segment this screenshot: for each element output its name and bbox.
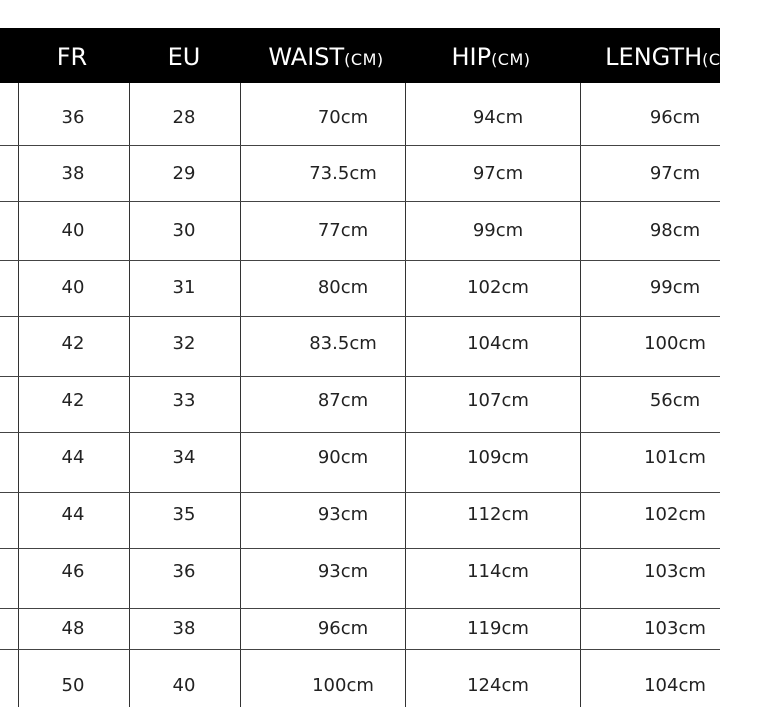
table-cell: 29 xyxy=(172,162,196,184)
table-cell: 44 xyxy=(61,446,85,468)
table-row xyxy=(0,660,720,710)
table-cell: 36 xyxy=(172,560,196,582)
table-cell: 33 xyxy=(172,389,196,411)
table-cell: 46 xyxy=(61,560,85,582)
table-cell: 102cm xyxy=(644,503,706,525)
table-cell: 32 xyxy=(172,332,196,354)
table-cell: 83.5cm xyxy=(309,332,377,354)
table-row xyxy=(0,546,720,596)
table-cell: 119cm xyxy=(467,617,529,639)
table-cell: 104cm xyxy=(644,674,706,696)
table-cell: 38 xyxy=(61,162,85,184)
table-cell: 28 xyxy=(172,106,196,128)
table-cell: 114cm xyxy=(467,560,529,582)
table-row xyxy=(0,489,720,539)
column-header-label: FR xyxy=(56,43,88,71)
table-cell: 112cm xyxy=(467,503,529,525)
column-header-label: WAIST xyxy=(268,43,345,71)
table-cell: 98cm xyxy=(649,219,701,241)
table-cell: 96cm xyxy=(317,617,369,639)
row-divider xyxy=(0,145,720,146)
table-row xyxy=(0,603,720,653)
table-cell: 96cm xyxy=(649,106,701,128)
table-cell: 99cm xyxy=(649,276,701,298)
column-header-label: EU xyxy=(167,43,201,71)
table-cell: 50 xyxy=(61,674,85,696)
table-cell: 42 xyxy=(61,389,85,411)
table-cell: 90cm xyxy=(317,446,369,468)
table-row xyxy=(0,318,720,368)
column-header-unit: (CM xyxy=(702,50,735,69)
table-cell: 97cm xyxy=(649,162,701,184)
table-cell: 35 xyxy=(172,503,196,525)
table-cell: 31 xyxy=(172,276,196,298)
table-cell: 102cm xyxy=(467,276,529,298)
row-divider xyxy=(0,316,720,317)
column-header-label: LENGTH xyxy=(605,43,703,71)
table-row xyxy=(0,205,720,255)
table-row xyxy=(0,148,720,198)
table-cell: 94cm xyxy=(472,106,524,128)
table-cell: 109cm xyxy=(467,446,529,468)
table-cell: 40 xyxy=(172,674,196,696)
table-cell: 93cm xyxy=(317,503,369,525)
table-cell: 101cm xyxy=(644,446,706,468)
table-cell: 44 xyxy=(61,503,85,525)
table-cell: 103cm xyxy=(644,560,706,582)
table-cell: 80cm xyxy=(317,276,369,298)
table-cell: 38 xyxy=(172,617,196,639)
table-cell: 36 xyxy=(61,106,85,128)
table-cell: 73.5cm xyxy=(309,162,377,184)
table-cell: 100cm xyxy=(312,674,374,696)
column-header-hip xyxy=(391,28,591,83)
table-cell: 40 xyxy=(61,276,85,298)
table-row xyxy=(0,432,720,482)
table-row xyxy=(0,92,720,142)
table-cell: 34 xyxy=(172,446,196,468)
table-cell: 100cm xyxy=(644,332,706,354)
table-cell: 104cm xyxy=(467,332,529,354)
row-divider xyxy=(0,260,720,261)
table-row xyxy=(0,375,720,425)
table-cell: 40 xyxy=(61,219,85,241)
column-header-length xyxy=(570,28,770,83)
table-cell: 124cm xyxy=(467,674,529,696)
table-cell: 99cm xyxy=(472,219,524,241)
table-cell: 70cm xyxy=(317,106,369,128)
table-cell: 56cm xyxy=(649,389,701,411)
table-cell: 87cm xyxy=(317,389,369,411)
table-cell: 93cm xyxy=(317,560,369,582)
table-row xyxy=(0,262,720,312)
table-cell: 77cm xyxy=(317,219,369,241)
table-body xyxy=(0,83,720,707)
table-cell: 42 xyxy=(61,332,85,354)
table-header xyxy=(0,28,735,83)
table-cell: 103cm xyxy=(644,617,706,639)
row-divider xyxy=(0,201,720,202)
table-cell: 97cm xyxy=(472,162,524,184)
table-cell: 48 xyxy=(61,617,85,639)
column-header-unit: (CM) xyxy=(491,50,531,69)
table-cell: 30 xyxy=(172,219,196,241)
table-cell: 107cm xyxy=(467,389,529,411)
column-header-unit: (CM) xyxy=(344,50,384,69)
column-header-label: HIP xyxy=(451,43,492,71)
